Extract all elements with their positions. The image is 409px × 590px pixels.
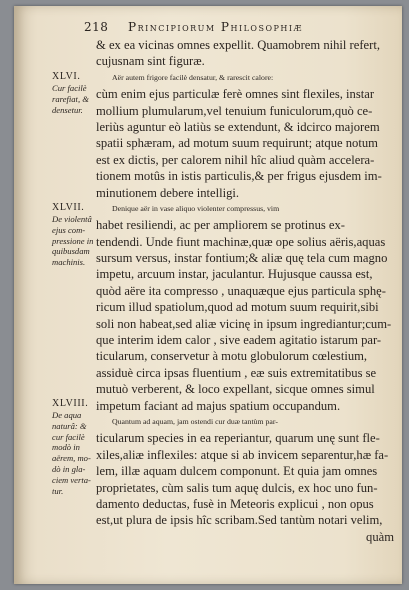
text-line: sursum versus, instar fontium;& aliæ quę tela cum magno xyxy=(96,251,388,266)
margin-note-gloss-line: ejus com- xyxy=(52,224,86,235)
text-line: xiles,aliæ inflexiles: atque si ab invicem separentur,hæ fa- xyxy=(96,447,389,462)
page-number: 218 xyxy=(84,20,109,34)
text-line: quòd aëre ita compresso , unaquæque ejus particula sphę- xyxy=(96,283,386,298)
text-line: est ex dictis, per calorem nihil hîc aliud quàm accelera- xyxy=(96,152,375,167)
margin-note-gloss-line: Cur facilè xyxy=(52,83,87,93)
margin-note-gloss-line: quibusdam xyxy=(52,246,90,257)
margin-note-number: XLVIII. xyxy=(52,398,89,409)
margin-note-46 xyxy=(52,71,100,115)
margin-note-gloss-line: aërem, mo- xyxy=(52,453,91,464)
text-line: damento deductas, fusè in Meteoris explicui , non opus xyxy=(96,496,374,511)
margin-note-gloss-line: pressione in xyxy=(52,235,94,246)
margin-note-number: XLVI. xyxy=(52,71,81,82)
page-header xyxy=(84,20,394,36)
text-line: minutionem debere intelligi. xyxy=(96,185,240,200)
text-line: Quantum ad aquam, jam ostendi cur duæ tantùm par- xyxy=(112,416,278,426)
margin-note-gloss-line: De aqua xyxy=(52,410,82,420)
text-line: cujusnam sint figuræ. xyxy=(96,54,205,69)
running-title: Principiorum Philosophiæ xyxy=(128,20,304,34)
text-line: que interim idem calor , sive eadem agitatio istarum par- xyxy=(96,333,382,348)
text-line: impetum faciant ad majus spatium occupandum. xyxy=(96,398,341,413)
text-line: habet resiliendi, ac per ampliorem se protinus ex- xyxy=(96,218,345,233)
body-text xyxy=(96,37,394,545)
text-line: impetu, arcuum instar, jaculantur. Hujusque caussa est, xyxy=(96,267,373,282)
text-line: assiduè circa ipsas fluentium , eæ suis extremitatibus se xyxy=(96,365,377,380)
text-line: lem, illæ aquam dulcem componunt. Et quia jam omnes xyxy=(96,464,378,479)
margin-note-number: XLVII. xyxy=(52,202,85,213)
text-line: mutuò verberent, & loco expellant, sicque omnes simul xyxy=(96,382,375,397)
book-page xyxy=(14,6,402,584)
text-line: spatii sphæram, ad motum suum requirunt; atque notum xyxy=(96,136,378,151)
text-line: tionem motûs in istis particulis,& per frigus ejusdem im- xyxy=(96,169,382,184)
text-line: ticularum, conservetur à motu globulorum cœlestium, xyxy=(96,349,368,364)
margin-note-48 xyxy=(52,398,100,496)
text-line: ricum illud spatiolum,quod ad motum suum requirit,sibi xyxy=(96,300,379,315)
catchword: quàm xyxy=(366,529,394,544)
margin-note-47 xyxy=(52,202,100,268)
text-line: tendendi. Unde fiunt machinæ,quæ ope solius aëris,aquas xyxy=(96,234,386,249)
text-line: leriùs aguntur eò latiùs se extendunt, & idcirco majorem xyxy=(96,119,380,134)
margin-note-gloss-line: machinis. xyxy=(52,257,86,268)
margin-note-gloss-line: dò in gla- xyxy=(52,463,86,474)
margin-note-gloss-line: modò in xyxy=(52,442,80,453)
text-line: & ex ea vicinas omnes expellit. Quamobrem nihil refert, xyxy=(96,38,380,52)
text-line: Aër autem frigore facilè densatur, & rarescit calore: xyxy=(112,72,274,82)
margin-note-gloss-line: tur. xyxy=(52,485,64,496)
margin-note-gloss-line: naturâ: & xyxy=(52,420,87,431)
margin-note-gloss-line: densetur. xyxy=(52,104,83,115)
margin-note-gloss-line: rarefiat, & xyxy=(52,93,89,104)
text-line: est,ut plura de ipsis hîc scribam.Sed tantùm notari velim, xyxy=(96,513,383,528)
margin-note-gloss-line: cur facilè xyxy=(52,431,85,442)
text-line: mollium plumularum,vel tenuium funiculorum,quò ce- xyxy=(96,103,373,118)
margin-note-gloss-line: De violentâ xyxy=(52,214,92,224)
margin-note-gloss-line: ciem verta- xyxy=(52,474,91,485)
text-line: ticularum species in ea reperiantur, quarum unę sunt fle- xyxy=(96,431,380,446)
text-line: proprietates, cùm salis tum aquę dulcis, ex hoc uno fun- xyxy=(96,480,378,495)
text-line: Denique aër in vase aliquo violenter compressus, vim xyxy=(112,203,280,213)
text-line: cùm enim ejus particulæ ferè omnes sint flexiles, instar xyxy=(96,87,375,102)
text-line: soli non habeat,sed aliæ vicinę in ipsum ingrediantur;cum- xyxy=(96,316,392,331)
